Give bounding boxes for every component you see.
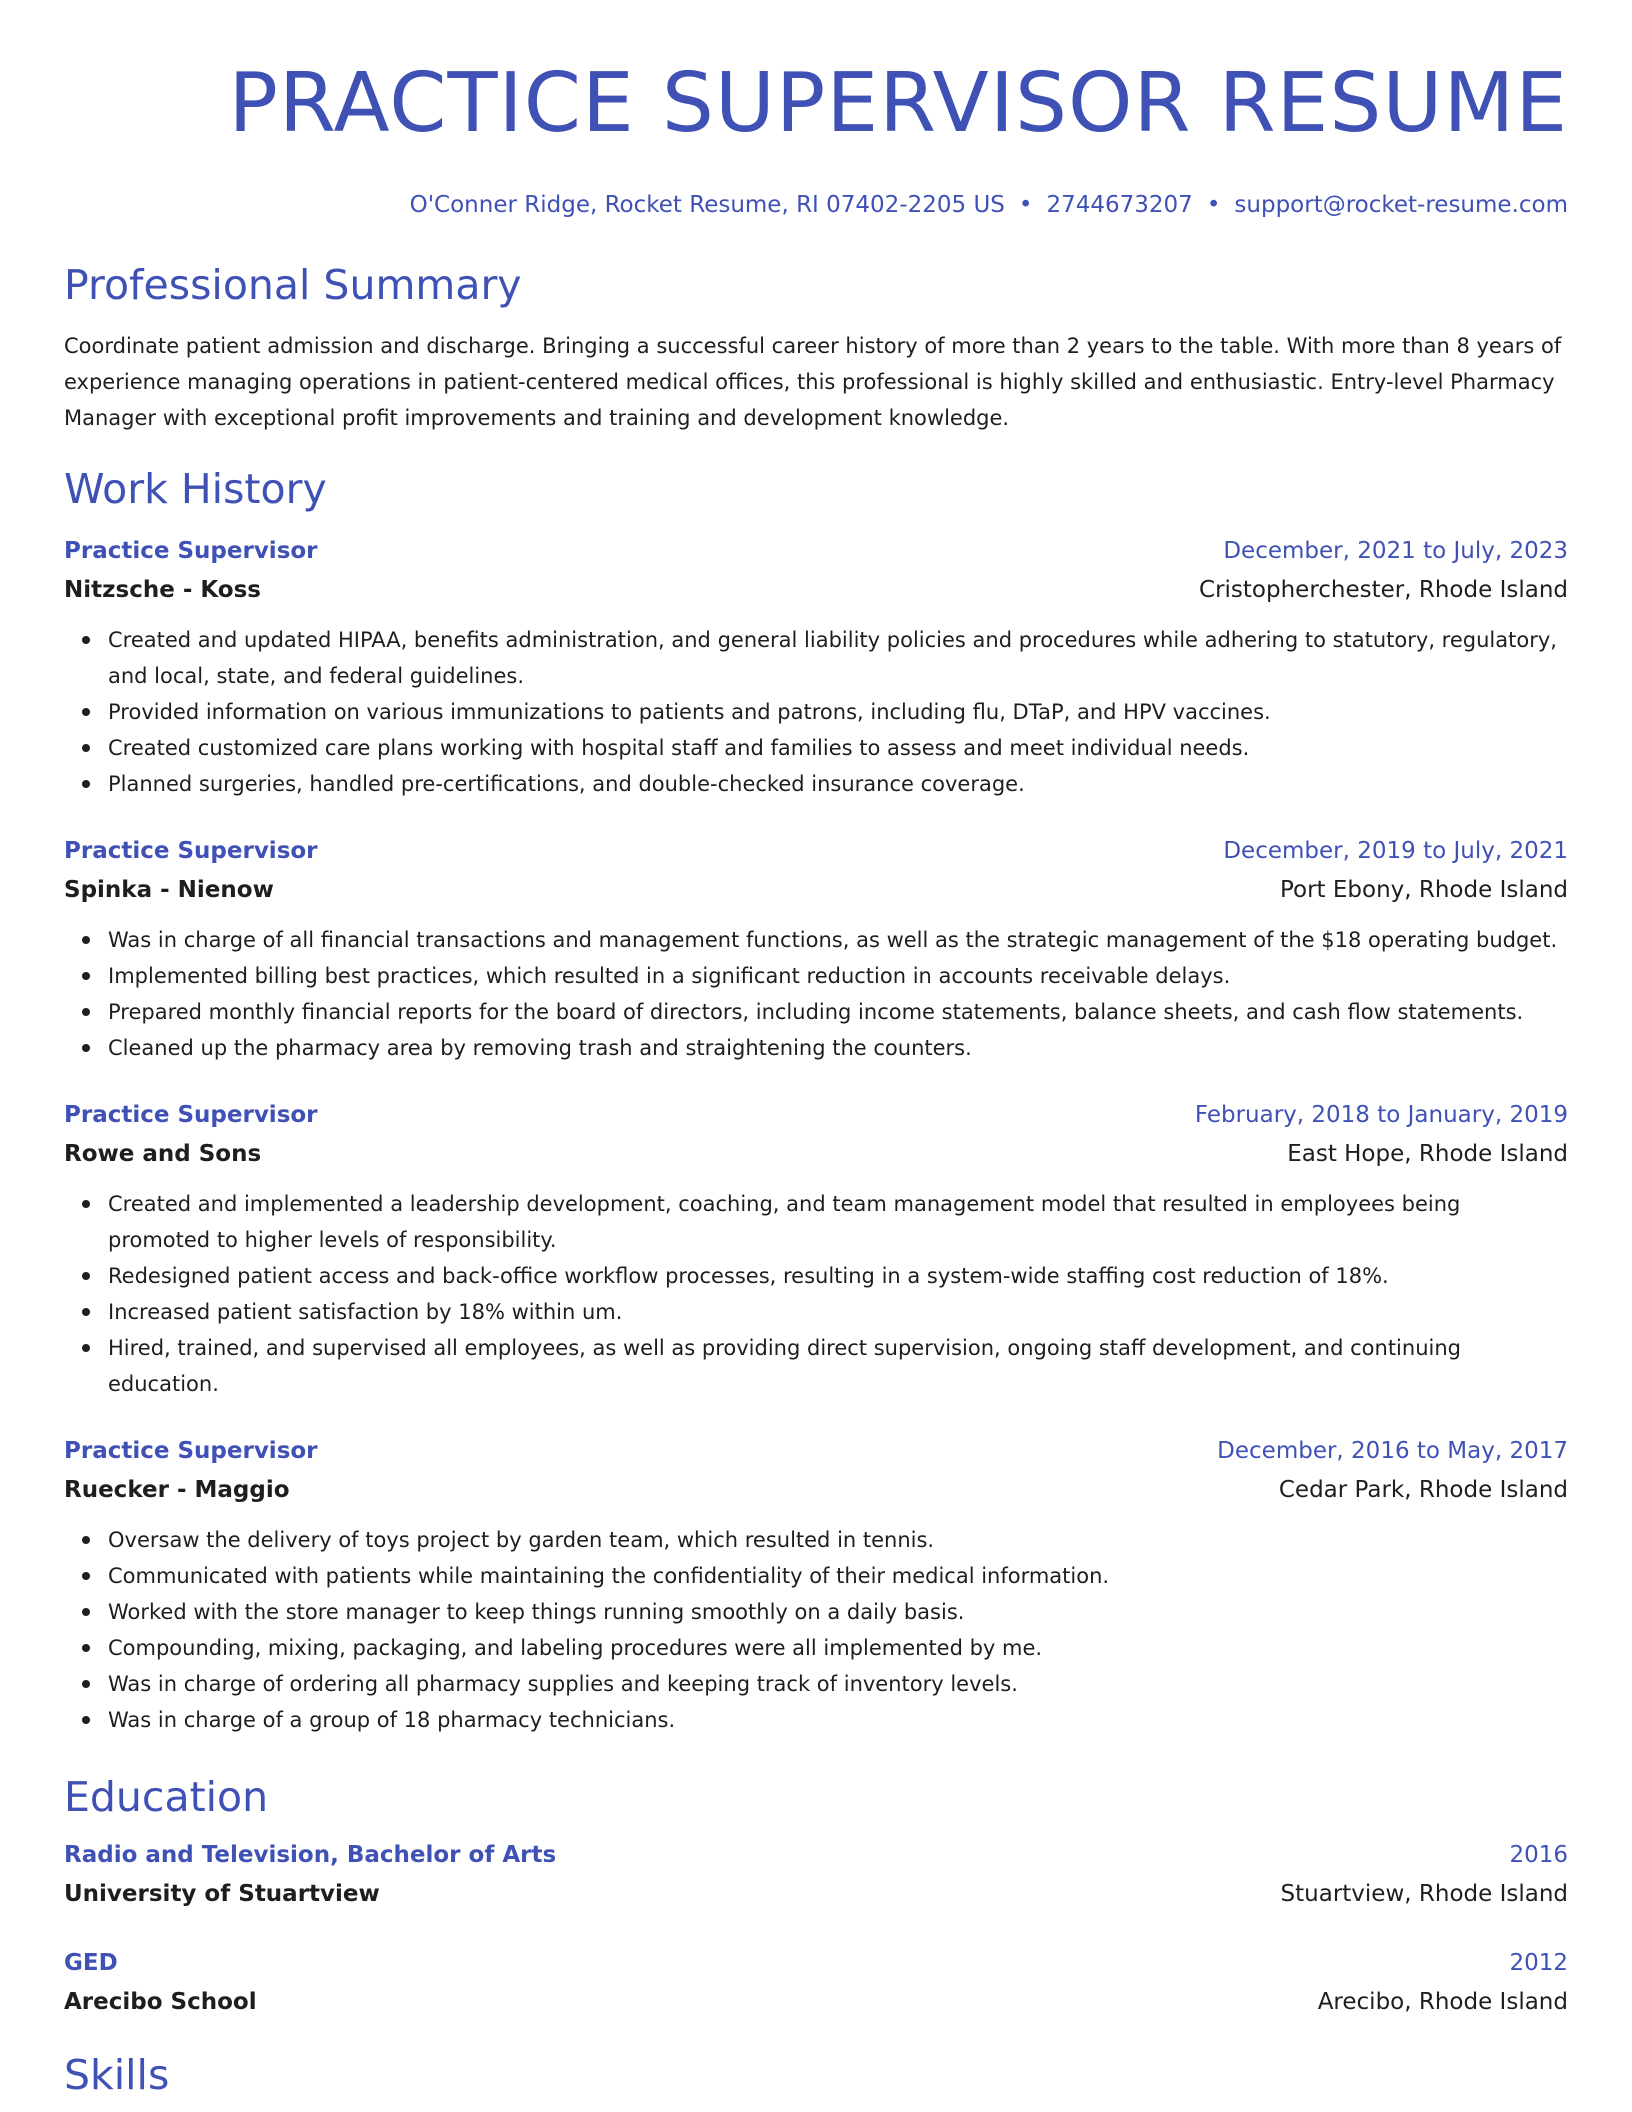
- job-bullet: Was in charge of ordering all pharmacy supplies and keeping track of inventory levels.: [108, 1666, 1568, 1702]
- job-bullet: Hired, trained, and supervised all employees, as well as providing direct supervision, ongoing staff development, and continuing education.: [108, 1330, 1568, 1402]
- job-bullet: Was in charge of a group of 18 pharmacy technicians.: [108, 1702, 1568, 1738]
- job-role: Practice Supervisor: [64, 1438, 318, 1464]
- education-year: 2012: [1509, 1950, 1568, 1976]
- contact-email: support@rocket-resume.com: [1234, 192, 1568, 218]
- summary-heading: Professional Summary: [64, 261, 522, 309]
- work-history-list: [64, 532, 1568, 1738]
- job-company-row: [64, 1470, 1568, 1510]
- job-location: East Hope, Rhode Island: [1287, 1141, 1568, 1167]
- job-company-row: [64, 870, 1568, 910]
- education-entry: [64, 1836, 1568, 1914]
- job-bullet: Redesigned patient access and back-office workflow processes, resulting in a system-wide staffing cost reduction of 18%.: [108, 1258, 1568, 1294]
- education-school-row: [64, 1874, 1568, 1914]
- job-entry: [64, 1432, 1568, 1738]
- education-degree: Radio and Television, Bachelor of Arts: [64, 1842, 557, 1868]
- job-location: Port Ebony, Rhode Island: [1279, 877, 1568, 903]
- job-role: Practice Supervisor: [64, 538, 318, 564]
- education-school: Arecibo School: [64, 1989, 257, 2015]
- job-dates: December, 2021 to July, 2023: [1223, 538, 1568, 564]
- education-location: Stuartview, Rhode Island: [1280, 1881, 1568, 1907]
- education-school: University of Stuartview: [64, 1881, 380, 1907]
- job-bullet: Prepared monthly financial reports for the board of directors, including income statements, balance sheets, and cash flow statements.: [108, 994, 1568, 1030]
- contact-phone: 2744673207: [1046, 192, 1193, 218]
- job-bullet: Was in charge of all financial transactions and management functions, as well as the strategic management of the $18 operating budget.: [108, 922, 1568, 958]
- skills-heading: Skills: [64, 2051, 170, 2099]
- job-bullet: Oversaw the delivery of toys project by garden team, which resulted in tennis.: [108, 1522, 1568, 1558]
- job-company: Nitzsche - Koss: [64, 577, 261, 603]
- job-location: Cristopherchester, Rhode Island: [1199, 577, 1568, 603]
- job-header-row: [64, 832, 1568, 870]
- education-year: 2016: [1509, 1842, 1568, 1868]
- contact-address: O'Conner Ridge, Rocket Resume, RI 07402-2205 US: [409, 192, 1005, 218]
- job-entry: [64, 832, 1568, 1066]
- job-dates: February, 2018 to January, 2019: [1194, 1102, 1568, 1128]
- contact-separator: •: [1018, 192, 1033, 218]
- work-history-heading: Work History: [64, 465, 327, 513]
- job-dates: December, 2019 to July, 2021: [1223, 838, 1568, 864]
- job-bullet: Created customized care plans working with hospital staff and families to assess and meet individual needs.: [108, 730, 1568, 766]
- job-bullets: [64, 1186, 1568, 1402]
- education-entry: [64, 1944, 1568, 2022]
- education-header-row: [64, 1944, 1568, 1982]
- job-bullet: Created and implemented a leadership development, coaching, and team management model that resulted in employees being promoted to higher levels of responsibility.: [108, 1186, 1568, 1258]
- job-role: Practice Supervisor: [64, 1102, 318, 1128]
- job-entry: [64, 1096, 1568, 1402]
- job-entry: [64, 532, 1568, 802]
- job-bullets: [64, 922, 1568, 1066]
- job-bullet: Increased patient satisfaction by 18% within um.: [108, 1294, 1568, 1330]
- job-company-row: [64, 1134, 1568, 1174]
- job-bullets: [64, 622, 1568, 802]
- resume-page: [64, 0, 1568, 2100]
- job-bullet: Implemented billing best practices, which resulted in a significant reduction in accounts receivable delays.: [108, 958, 1568, 994]
- job-company: Spinka - Nienow: [64, 877, 274, 903]
- education-header-row: [64, 1836, 1568, 1874]
- job-bullet: Worked with the store manager to keep things running smoothly on a daily basis.: [108, 1594, 1568, 1630]
- job-bullet: Provided information on various immunizations to patients and patrons, including flu, DTaP, and HPV vaccines.: [108, 694, 1568, 730]
- job-header-row: [64, 1096, 1568, 1134]
- job-bullet: Compounding, mixing, packaging, and labeling procedures were all implemented by me.: [108, 1630, 1568, 1666]
- contact-line: [64, 190, 1568, 220]
- contact-separator: •: [1206, 192, 1221, 218]
- job-company-row: [64, 570, 1568, 610]
- job-role: Practice Supervisor: [64, 838, 318, 864]
- job-company: Rowe and Sons: [64, 1141, 262, 1167]
- education-degree: GED: [64, 1950, 118, 1976]
- education-heading: Education: [64, 1773, 269, 1821]
- job-dates: December, 2016 to May, 2017: [1217, 1438, 1568, 1464]
- job-location: Cedar Park, Rhode Island: [1278, 1477, 1568, 1503]
- resume-title: PRACTICE SUPERVISOR RESUME: [228, 56, 1568, 151]
- job-header-row: [64, 1432, 1568, 1470]
- job-company: Ruecker - Maggio: [64, 1477, 290, 1503]
- education-school-row: [64, 1982, 1568, 2022]
- education-location: Arecibo, Rhode Island: [1317, 1989, 1568, 2015]
- job-bullet: Planned surgeries, handled pre-certifications, and double-checked insurance coverage.: [108, 766, 1568, 802]
- job-bullet: Created and updated HIPAA, benefits administration, and general liability policies and procedures while adhering to statutory, regulatory, and local, state, and federal guidelines.: [108, 622, 1568, 694]
- job-header-row: [64, 532, 1568, 570]
- job-bullet: Communicated with patients while maintaining the confidentiality of their medical information.: [108, 1558, 1568, 1594]
- summary-text: Coordinate patient admission and discharge. Bringing a successful career history of more than 2 years to the table. With more than 8 years of experience managing operations in patient-centered medical offices, this professional is highly skilled and enthusiastic. Entry-level Pharmacy Manager with exceptional profit improvements and training and development knowledge.: [64, 334, 1562, 430]
- job-bullets: [64, 1522, 1568, 1738]
- job-bullet: Cleaned up the pharmacy area by removing trash and straightening the counters.: [108, 1030, 1568, 1066]
- education-list: [64, 1836, 1568, 2022]
